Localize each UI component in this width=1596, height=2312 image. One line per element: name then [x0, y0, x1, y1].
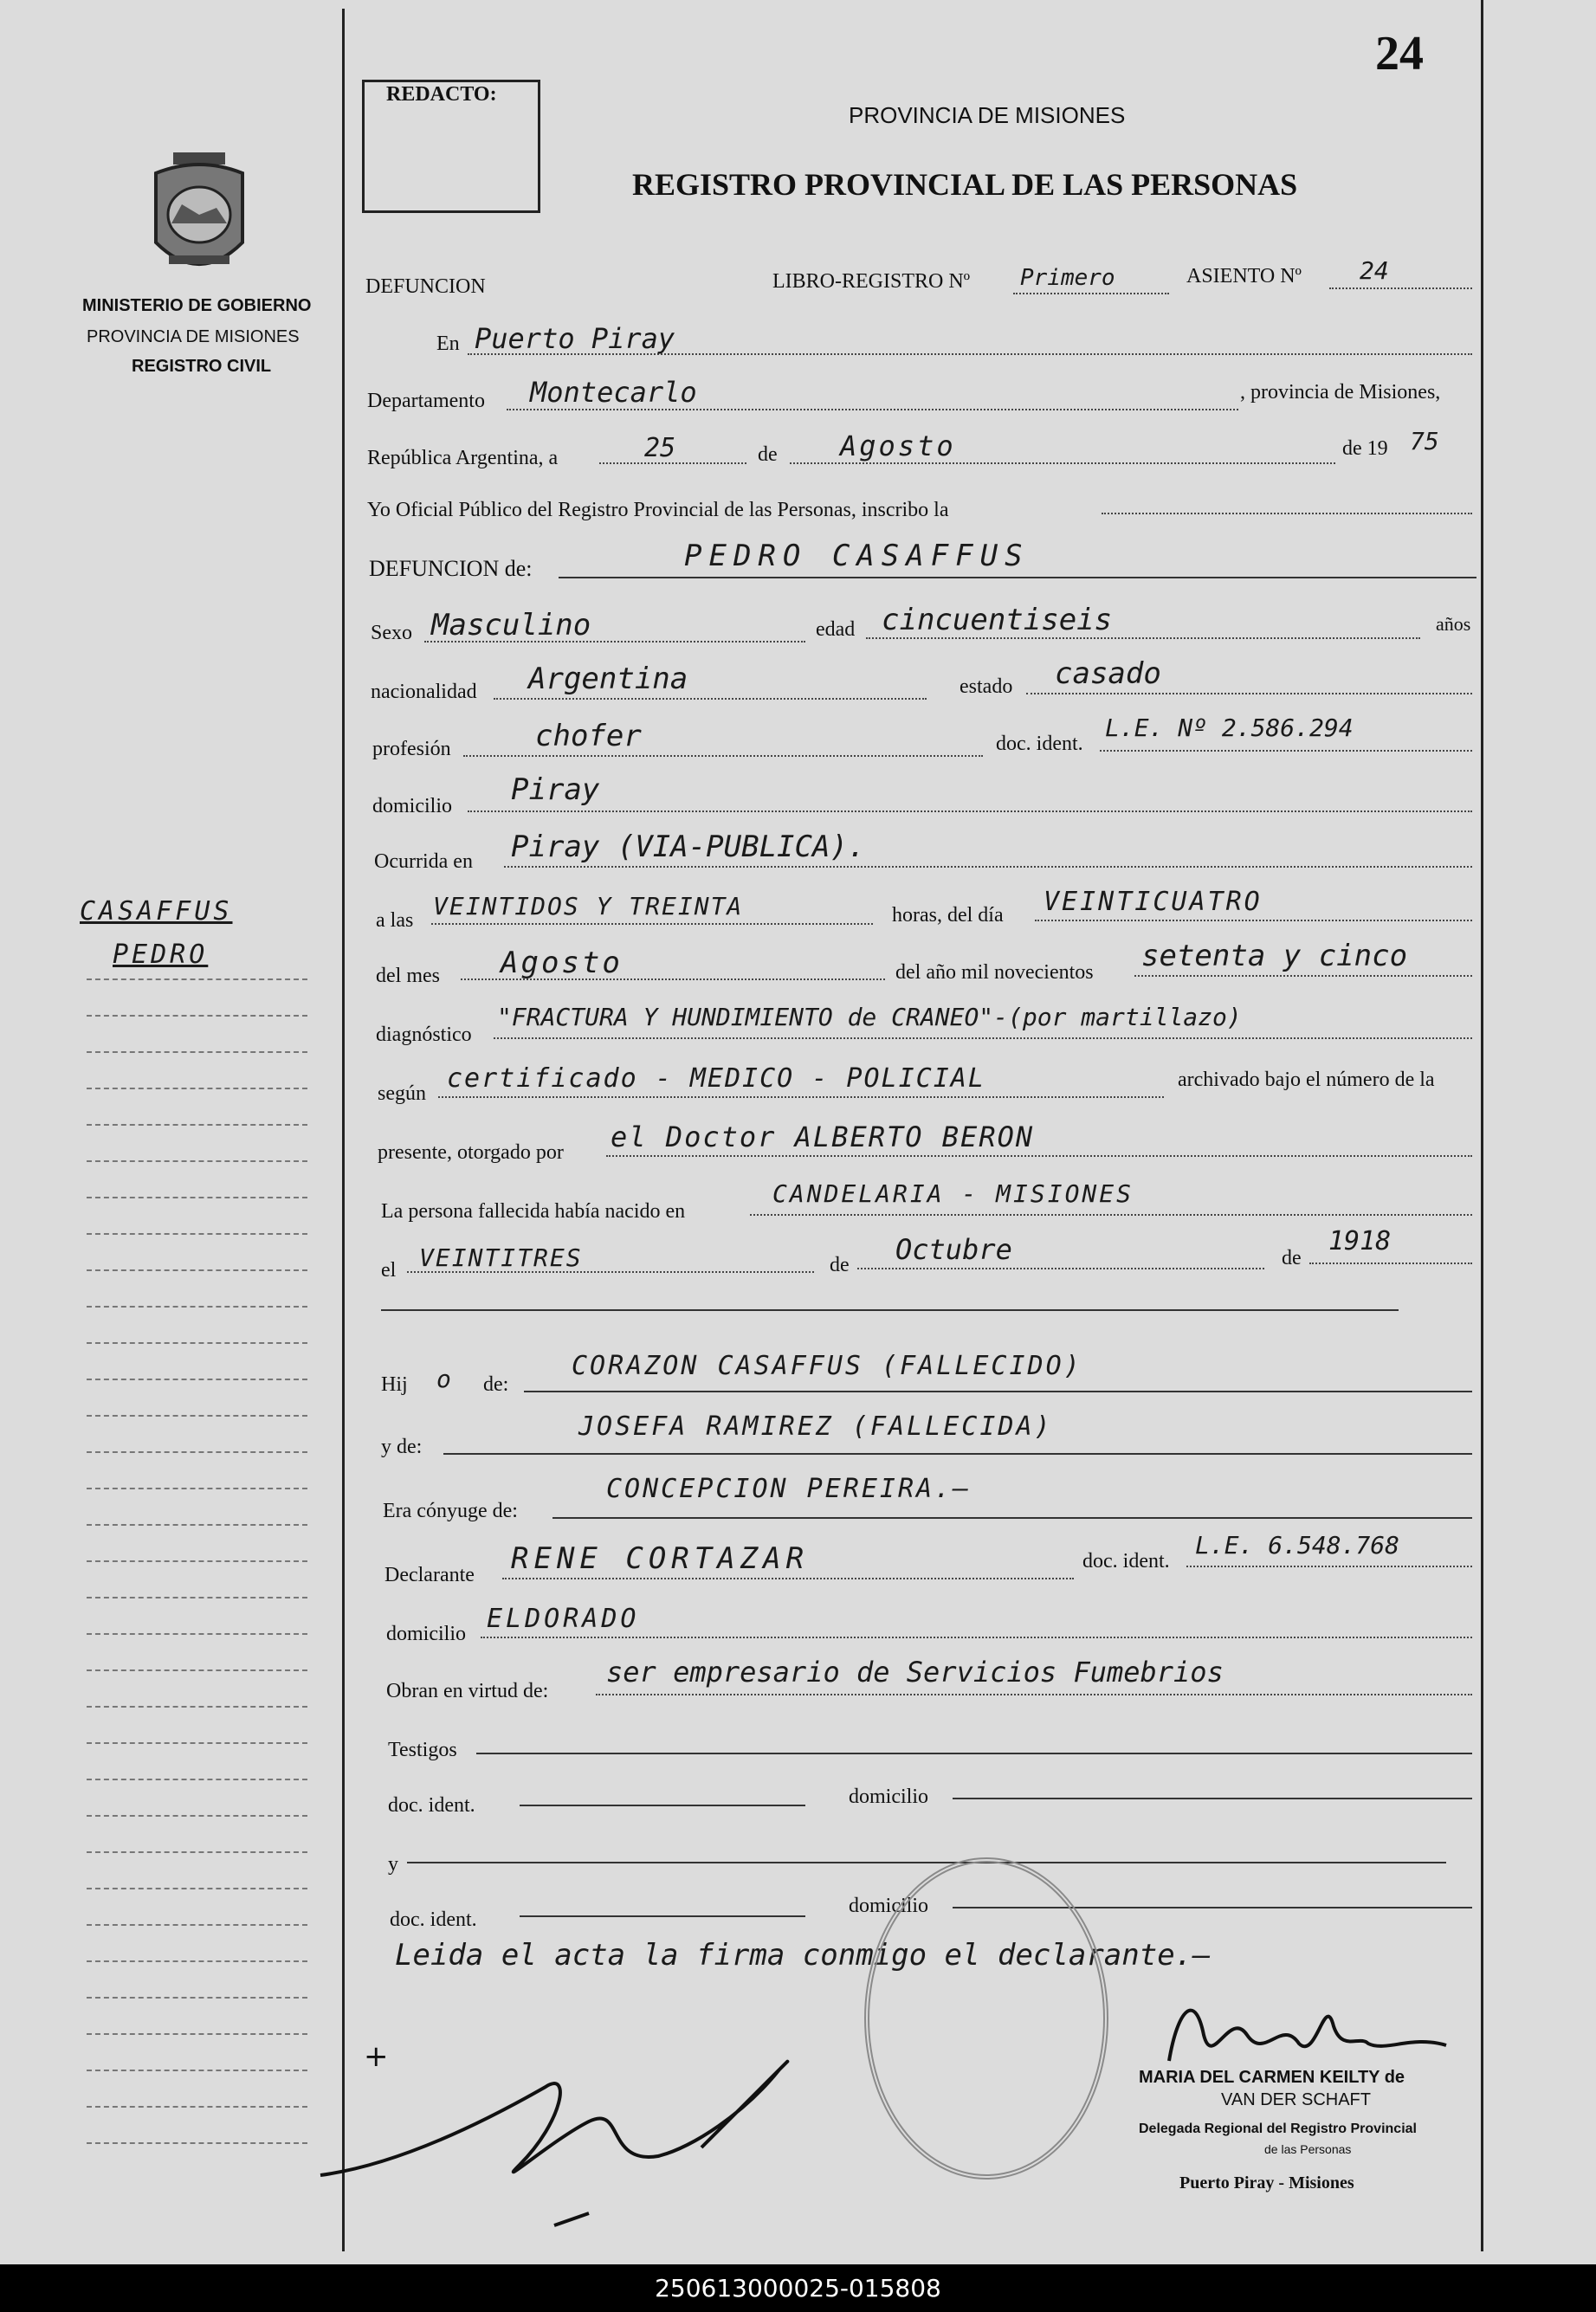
margin-line [87, 1706, 307, 1708]
segun-line [438, 1096, 1164, 1098]
t1-dom-line [953, 1798, 1472, 1799]
edad-value: cincuentiseis [882, 603, 1113, 637]
sexo-value: Masculino [431, 608, 591, 643]
province-crest-icon [139, 147, 260, 286]
margin-line [87, 1815, 307, 1817]
conyuge-line [552, 1517, 1472, 1519]
nac-mes-value: Octubre [895, 1233, 1012, 1266]
margin-line [87, 1124, 307, 1126]
conyuge-value: CONCEPCION PEREIRA.— [606, 1474, 972, 1504]
diagnostico-line [494, 1037, 1472, 1039]
t2-doc-line [520, 1915, 805, 1917]
official-title-2: de las Personas [1264, 2142, 1352, 2156]
margin-surname: CASAFFUS [80, 896, 233, 927]
ano-line [1134, 975, 1472, 977]
presente-label: presente, otorgado por [378, 1141, 564, 1164]
t1-dom-label: domicilio [849, 1786, 928, 1808]
madre-line [443, 1453, 1472, 1455]
edad-label: edad [816, 618, 856, 641]
edad-line [866, 637, 1420, 639]
sidebar-registry: REGISTRO CIVIL [132, 357, 272, 376]
nacionalidad-line [494, 698, 927, 700]
year-value: 75 [1410, 427, 1439, 455]
margin-line [87, 2070, 307, 2071]
testigos-line [476, 1753, 1472, 1754]
de-label: de [758, 443, 778, 466]
margin-line [87, 1197, 307, 1198]
a-las-value: VEINTIDOS Y TREINTA [433, 892, 744, 920]
presente-line [606, 1155, 1472, 1157]
declarante-label: Declarante [384, 1564, 475, 1586]
segun-label: según [378, 1082, 426, 1105]
day-value: 25 [644, 433, 676, 463]
t1-doc-label: doc. ident. [388, 1794, 475, 1817]
departamento-value: Montecarlo [530, 376, 697, 409]
year-label: de 19 [1342, 437, 1388, 460]
margin-line [87, 1779, 307, 1780]
en-label: En [436, 333, 460, 355]
hijo-value: o [436, 1365, 451, 1393]
official-location: Puerto Piray - Misiones [1179, 2173, 1354, 2193]
diagnostico-label: diagnóstico [376, 1024, 472, 1046]
nacido-value: CANDELARIA - MISIONES [772, 1179, 1134, 1208]
segun-value: certificado - MEDICO - POLICIAL [447, 1063, 985, 1094]
margin-line [87, 1269, 307, 1271]
archivado-label: archivado bajo el número de la [1178, 1069, 1435, 1091]
dia-value: VEINTICUATRO [1044, 887, 1263, 917]
testigos-label: Testigos [388, 1739, 457, 1761]
t2-dom-label: domicilio [849, 1895, 928, 1917]
margin-line [87, 1015, 307, 1017]
closing-statement: Leida el acta la firma conmigo el declarante.— [395, 1938, 1211, 1973]
departamento-label: Departamento [367, 390, 485, 412]
nacido-line [750, 1214, 1472, 1216]
y-de-label: y de: [381, 1436, 423, 1458]
margin-line [87, 2106, 307, 2108]
decl-dom-label: domicilio [386, 1623, 466, 1645]
oficial-text: Yo Oficial Público del Registro Provincial de las Personas, inscribo la [367, 499, 949, 521]
decl-dom-line [481, 1637, 1472, 1638]
footer-id: 250613000025-015808 [0, 2264, 1596, 2312]
asiento-line [1329, 287, 1472, 289]
asiento-label: ASIENTO Nº [1186, 265, 1302, 287]
decl-dom-value: ELDORADO [487, 1604, 640, 1634]
margin-line [87, 1888, 307, 1889]
decl-doc-label: doc. ident. [1082, 1550, 1170, 1573]
diagnostico-value: "FRACTURA Y HUNDIMIENTO de CRANEO"-(por martillazo) [497, 1003, 1242, 1031]
declarant-signature [294, 2018, 849, 2243]
header-registry: REGISTRO PROVINCIAL DE LAS PERSONAS [632, 167, 1298, 202]
provincia-label: , provincia de Misiones, [1240, 381, 1441, 404]
margin-line [87, 1342, 307, 1344]
declarante-value: RENE CORTAZAR [511, 1541, 810, 1576]
svg-text:+: + [364, 2039, 389, 2074]
ocurrida-value: Piray (VIA-PUBLICA). [511, 830, 866, 864]
nacionalidad-value: Argentina [528, 662, 688, 696]
t2-doc-label: doc. ident. [390, 1908, 477, 1931]
profesion-line [463, 755, 983, 757]
sexo-label: Sexo [371, 622, 412, 644]
ano-value: setenta y cinco [1141, 939, 1408, 973]
margin-line [87, 1488, 307, 1489]
madre-value: JOSEFA RAMIREZ (FALLECIDA) [578, 1411, 1053, 1442]
margin-line [87, 1088, 307, 1089]
anos-label: años [1436, 613, 1471, 635]
official-title: Delegada Regional del Registro Provincial [1139, 2121, 1417, 2136]
margin-line [87, 1633, 307, 1635]
hijo-label: Hij [381, 1373, 408, 1396]
section-divider [381, 1309, 1399, 1311]
oficial-line [1102, 513, 1472, 514]
domicilio-label: domicilio [372, 795, 452, 817]
decl-doc-value: L.E. 6.548.768 [1195, 1531, 1400, 1560]
libro-label: LIBRO-REGISTRO Nº [772, 270, 971, 293]
right-margin-rule [1481, 0, 1483, 2251]
presente-value: el Doctor ALBERTO BERON [611, 1120, 1035, 1153]
profesion-label: profesión [372, 738, 451, 760]
month-line [790, 462, 1335, 464]
doc-ident-label: doc. ident. [996, 733, 1083, 755]
doc-ident-line [1100, 750, 1472, 752]
header-province: PROVINCIA DE MISIONES [849, 102, 1126, 128]
a-las-line [431, 923, 873, 925]
hijo-de-label: de: [483, 1373, 509, 1396]
margin-line [87, 1669, 307, 1671]
ano-label: del año mil novecientos [895, 961, 1094, 984]
sidebar-ministry: MINISTERIO DE GOBIERNO [82, 296, 312, 315]
margin-line [87, 1560, 307, 1562]
del-mes-label: del mes [376, 965, 440, 987]
mes-value: Agosto [501, 946, 623, 980]
defuncion-title: DEFUNCION [365, 275, 486, 298]
obran-value: ser empresario de Servicios Fumebrios [606, 1656, 1224, 1689]
margin-line [87, 1306, 307, 1308]
month-value: Agosto [840, 429, 956, 462]
el-label: el [381, 1259, 397, 1282]
asiento-value: 24 [1360, 256, 1389, 285]
registry-seal [864, 1857, 1108, 2180]
republica-label: República Argentina, a [367, 447, 559, 469]
declarante-line [502, 1578, 1074, 1579]
libro-line [1013, 293, 1169, 294]
nac-mes-line [857, 1268, 1264, 1269]
nac-dia-value: VEINTITRES [419, 1243, 583, 1272]
ocurrida-label: Ocurrida en [374, 850, 473, 873]
nacido-label: La persona fallecida había nacido en [381, 1200, 686, 1223]
official-name-1: MARIA DEL CARMEN KEILTY de [1139, 2068, 1405, 2087]
defuncion-de-value: PEDRO CASAFFUS [684, 539, 1030, 573]
margin-line [87, 978, 307, 980]
obran-label: Obran en virtud de: [386, 1680, 549, 1702]
departamento-line [507, 409, 1238, 410]
profesion-value: chofer [535, 719, 642, 753]
horas-label: horas, del día [892, 904, 1004, 927]
a-las-label: a las [376, 909, 414, 932]
margin-line [87, 1597, 307, 1598]
nacionalidad-label: nacionalidad [371, 681, 477, 703]
page-number: 24 [1375, 27, 1424, 81]
padre-line [524, 1391, 1472, 1392]
conyuge-label: Era cónyuge de: [383, 1500, 518, 1522]
defuncion-de-line [559, 577, 1476, 578]
margin-line [87, 1451, 307, 1453]
margin-line [87, 1160, 307, 1162]
dia-line [1035, 920, 1472, 921]
en-value: Puerto Piray [475, 322, 675, 355]
libro-value: Primero [1020, 265, 1115, 291]
margin-line [87, 1233, 307, 1235]
redacto-label: REDACTO: [386, 83, 497, 106]
domicilio-line [468, 810, 1472, 812]
margin-line [87, 1851, 307, 1853]
estado-label: estado [960, 675, 1013, 698]
estado-value: casado [1055, 656, 1161, 691]
margin-line [87, 1742, 307, 1744]
estado-line [1026, 693, 1472, 694]
padre-value: CORAZON CASAFFUS (FALLECIDO) [572, 1351, 1082, 1381]
margin-line [87, 2033, 307, 2035]
margin-line [87, 1415, 307, 1417]
margin-line [87, 1997, 307, 1999]
doc-ident-value: L.E. Nº 2.586.294 [1105, 714, 1354, 742]
margin-name: PEDRO [113, 940, 209, 970]
nac-de2-label: de [1282, 1247, 1302, 1269]
decl-doc-line [1186, 1566, 1472, 1567]
obran-line [596, 1694, 1472, 1695]
margin-line [87, 1524, 307, 1526]
margin-line [87, 1379, 307, 1380]
margin-line [87, 1960, 307, 1962]
margin-line [87, 1051, 307, 1053]
t2-line [407, 1862, 1446, 1863]
y-label: y [388, 1853, 398, 1876]
t1-doc-line [520, 1805, 805, 1806]
left-margin-rule [342, 9, 345, 2251]
domicilio-value: Piray [511, 772, 600, 807]
nac-ano-value: 1918 [1328, 1226, 1392, 1256]
official-name-2: VAN DER SCHAFT [1221, 2090, 1371, 2109]
nac-ano-line [1309, 1263, 1472, 1264]
nac-de-label: de [830, 1254, 850, 1276]
defuncion-de-label: DEFUNCION de: [369, 556, 533, 581]
ocurrida-line [504, 866, 1472, 868]
margin-line [87, 2142, 307, 2144]
margin-line [87, 1924, 307, 1926]
sidebar-province: PROVINCIA DE MISIONES [87, 327, 300, 346]
